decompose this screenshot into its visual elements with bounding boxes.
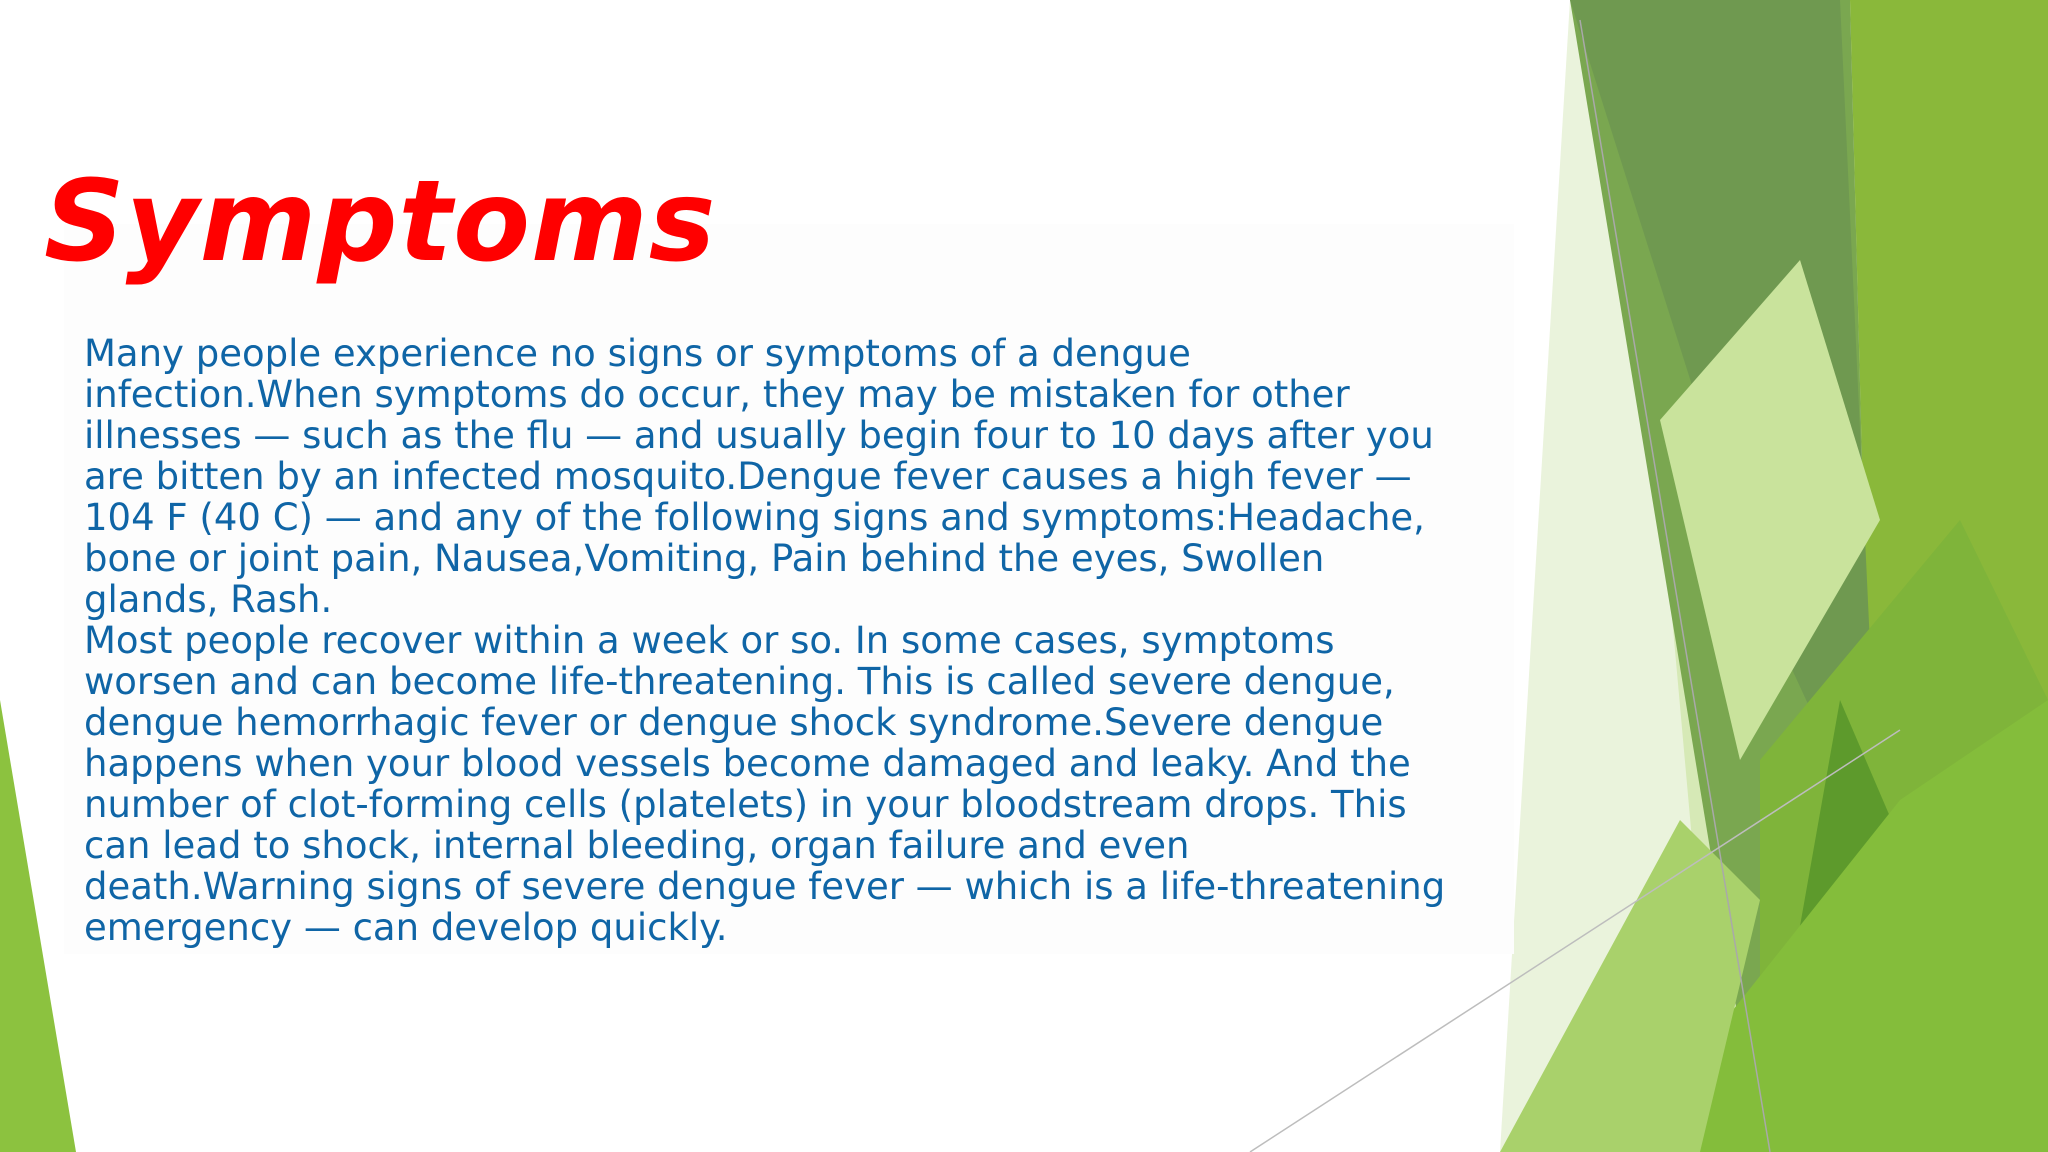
slide-title: Symptoms	[44, 157, 717, 287]
slide-body	[84, 333, 1504, 948]
paragraph-severe-dengue: Most people recover within a week or so. In some cases, symptoms worsen and can become life-threatening. This is called severe dengue, dengue hemorrhagic fever or dengue shock syndrome.Severe dengue happens when your blood vessels become damaged and leaky. And the number of clot-forming cells (platelets) in your bloodstream drops. This can lead to shock, internal bleeding, organ failure and even death.Warning signs of severe dengue fever — which is a life-threatening emergency — can develop quickly.	[84, 619, 1446, 949]
paragraph-symptoms: Many people experience no signs or symptoms of a dengue infection.When symptoms do occur, they may be mistaken for other illnesses — such as the flu — and usually begin four to 10 days after you are bitten by an infected mosquito.Dengue fever causes a high fever — 104 F (40 C) — and any of the following signs and symptoms:Headache, bone or joint pain, Nausea,Vomiting, Pain behind the eyes, Swollen glands, Rash.	[84, 332, 1434, 621]
